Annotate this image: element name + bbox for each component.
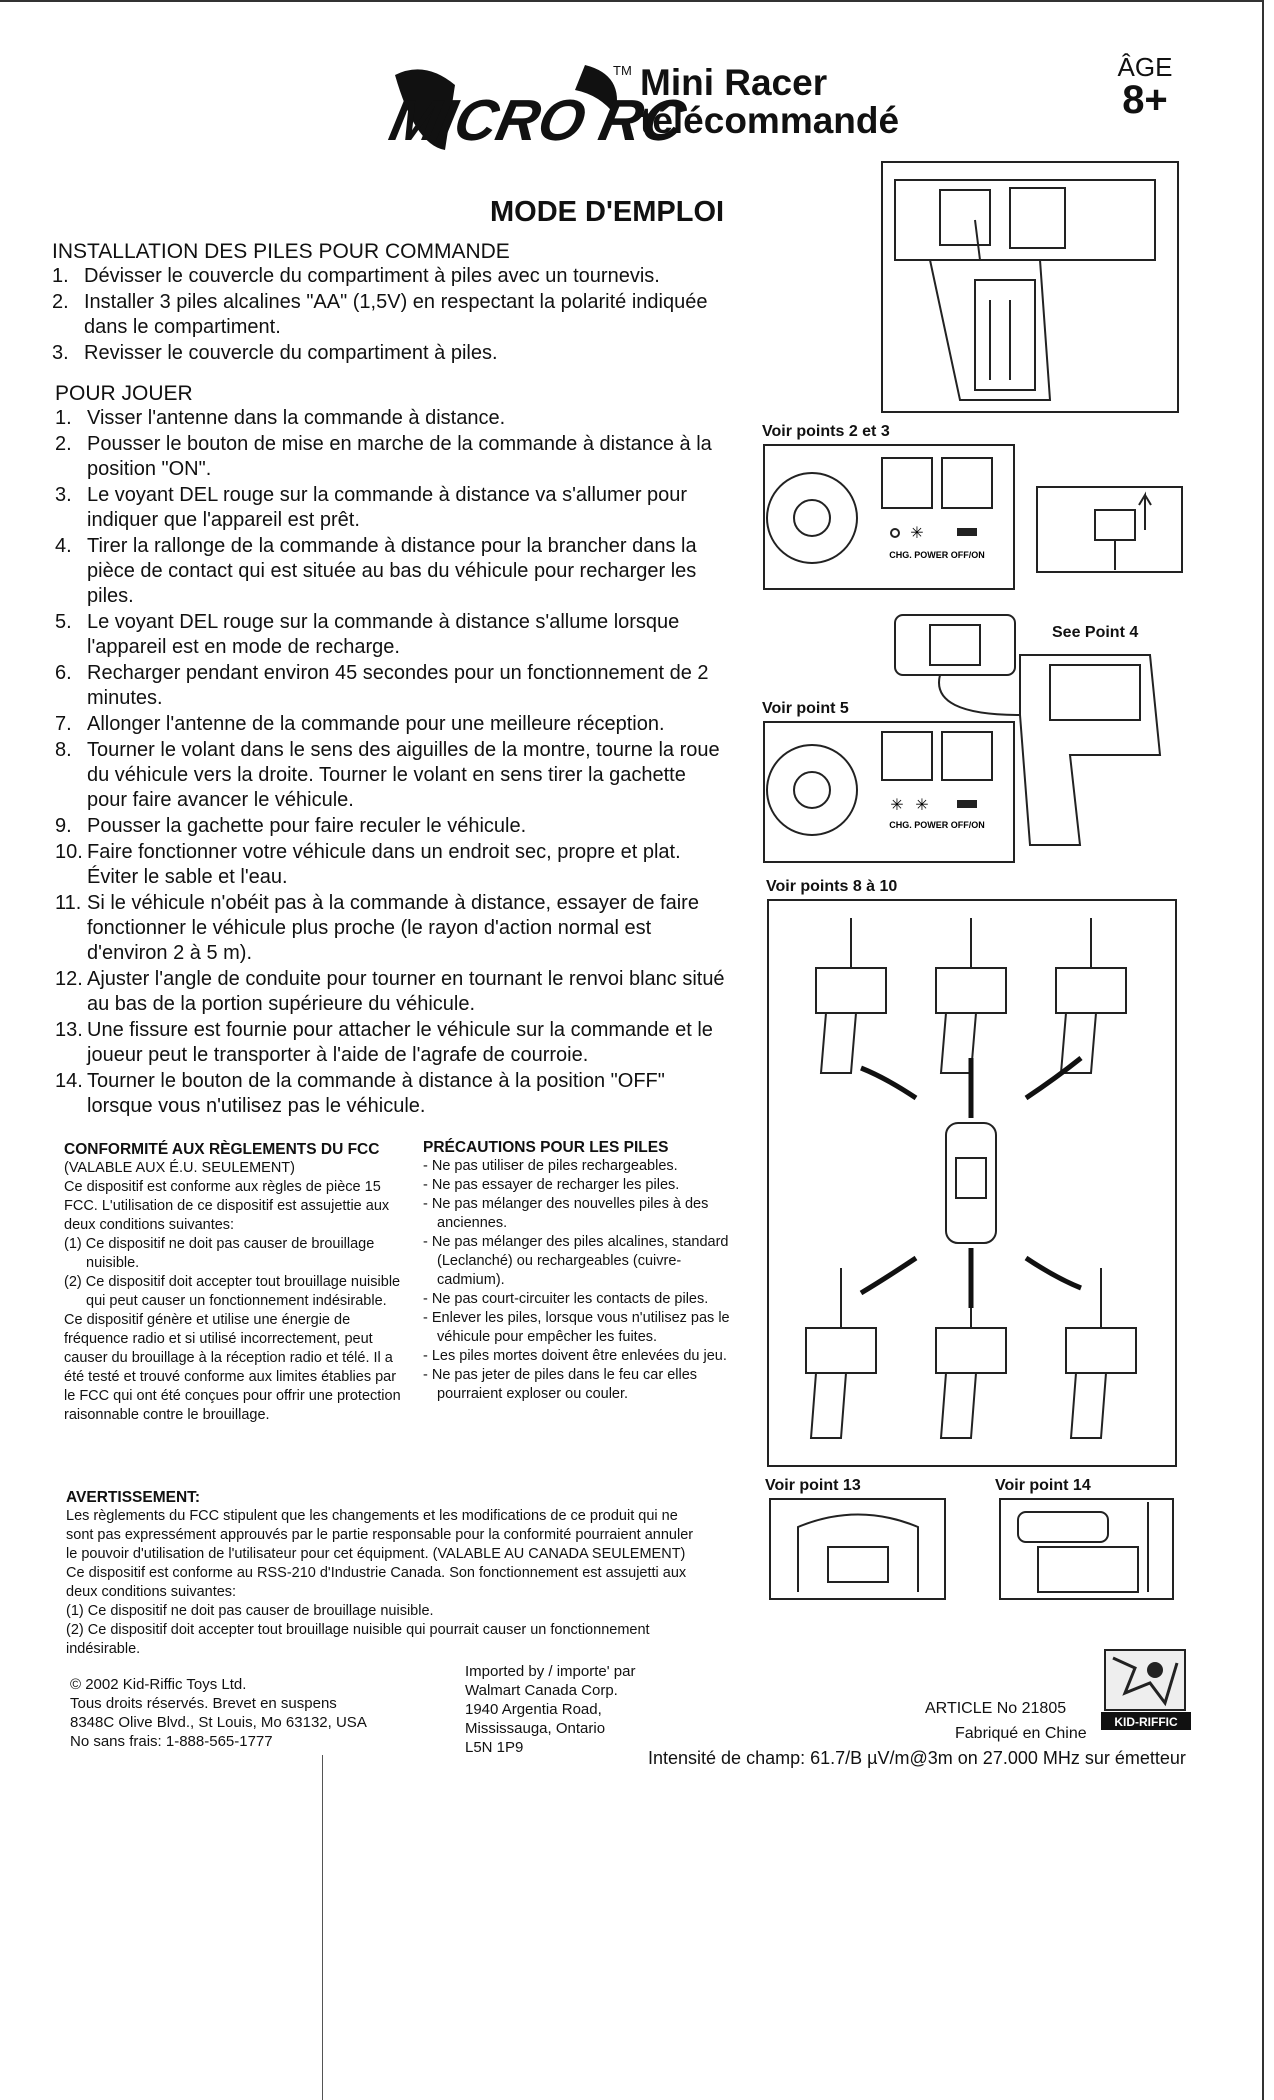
step-text: Revisser le couvercle du compartiment à piles. (84, 342, 498, 364)
precaution-item: - Ne pas utiliser de piles rechargeables. (423, 1158, 678, 1174)
fcc-intro: Ce dispositif est conforme aux règles de pièce 15 FCC. L'utilisation de ce dispositif est assujettie aux deux conditions suivantes: (64, 1179, 390, 1233)
play-step-4 (55, 534, 725, 609)
step-text: Pousser le bouton de mise en marche de la commande à distance à la position "ON". (87, 433, 712, 480)
step-text: Si le véhicule n'obéit pas à la commande à distance, essayer de faire fonctionner le véhicule plus proche (le rayon d'action normal est d'environ 2 à 5 m). (87, 892, 699, 964)
install-section (52, 240, 732, 367)
play-step-8 (55, 738, 725, 813)
precaution-item: - Ne pas mélanger des piles alcalines, standard (Leclanché) ou rechargeables (cuivre-cadmium). (423, 1234, 729, 1288)
figure-clip (768, 1497, 948, 1602)
install-steps (52, 264, 732, 366)
step-text: Visser l'antenne dans la commande à distance. (87, 407, 506, 429)
play-step-6 (55, 661, 725, 711)
play-step-1 (55, 406, 725, 431)
step-number: 2. (52, 291, 69, 313)
label-voir-2-3: Voir points 2 et 3 (762, 423, 890, 440)
kid-riffic-logo (1095, 1648, 1195, 1733)
precautions-heading: PRÉCAUTIONS POUR LES PILES (423, 1139, 669, 1156)
label-voir-5: Voir point 5 (762, 700, 849, 717)
article-number: ARTICLE No 21805 (925, 1700, 1067, 1717)
play-step-2 (55, 432, 725, 482)
address: 8348C Olive Blvd., St Louis, Mo 63132, USA (70, 1714, 367, 1731)
figure-carry (998, 1497, 1176, 1602)
figure-steering-diagram (766, 898, 1178, 1468)
install-step-3 (52, 341, 732, 366)
field-strength: Intensité de champ: 61.7/B µV/m@3m on 27.000 MHz sur émetteur (648, 1748, 1186, 1768)
figure-connector-detail (1035, 485, 1185, 575)
play-step-10 (55, 840, 725, 890)
step-number: 1. (52, 265, 69, 287)
age-label: ÂGE (1117, 52, 1173, 82)
step-text: Pousser la gachette pour faire reculer le véhicule. (87, 815, 527, 837)
importer-line-4: Mississauga, Ontario (465, 1720, 606, 1737)
company-info (70, 1675, 430, 1751)
importer-line-1: Imported by / importe' par (465, 1663, 636, 1680)
step-text: Installer 3 piles alcalines "AA" (1,5V) en respectant la polarité indiquée dans le compartiment. (84, 291, 708, 338)
step-number: 7. (55, 713, 72, 735)
step-number: 8. (55, 739, 72, 761)
precaution-item: - Ne pas mélanger des nouvelles piles à des anciennes. (423, 1196, 709, 1231)
step-number: 3. (52, 342, 69, 364)
mode-title: MODE D'EMPLOI (490, 196, 725, 228)
svg-text:✳: ✳ (910, 525, 924, 542)
step-number: 2. (55, 433, 72, 455)
step-text: Dévisser le couvercle du compartiment à piles avec un tournevis. (84, 265, 660, 287)
install-step-1 (52, 264, 732, 289)
label-voir-14: Voir point 14 (995, 1477, 1091, 1494)
step-text: Faire fonctionner votre véhicule dans un endroit sec, propre et plat. Éviter le sable et l'eau. (87, 841, 681, 888)
kid-riffic-text: KID-RIFFIC (1114, 1715, 1178, 1729)
step-number: 5. (55, 611, 72, 633)
play-step-7 (55, 712, 725, 737)
fcc-body: Ce dispositif génère et utilise une énergie de fréquence radio et si utilisé incorrectement, peut causer du brouillage à la réception radio et télé. Il a été testé et trouvé conforme aux limites établies par le FCC qui ont été conçues pour offrir une protection raisonnable contre le brouillage. (64, 1312, 401, 1423)
precaution-item: - Ne pas essayer de recharger les piles. (423, 1177, 680, 1193)
svg-text:✳: ✳ (915, 797, 929, 814)
title-line-2: télécommandé (640, 100, 900, 141)
page-border-right (1262, 0, 1264, 2100)
copyright: © 2002 Kid-Riffic Toys Ltd. (70, 1676, 247, 1693)
brand-text: MICRO RC (384, 88, 692, 153)
figure-panel-charge (762, 720, 1017, 865)
step-text: Le voyant DEL rouge sur la commande à distance s'allume lorsque l'appareil est en mode de recharge. (87, 611, 680, 658)
step-number: 3. (55, 484, 72, 506)
play-steps (55, 406, 725, 1119)
title-line-1: Mini Racer (640, 62, 828, 103)
precaution-item: - Ne pas jeter de piles dans le feu car elles pourraient exploser ou couler. (423, 1367, 698, 1402)
play-heading: POUR JOUER (55, 382, 193, 405)
step-text: Le voyant DEL rouge sur la commande à distance va s'allumer pour indiquer que l'appareil est prêt. (87, 484, 688, 531)
precaution-item: - Les piles mortes doivent être enlevées du jeu. (423, 1348, 727, 1364)
warning-condition-2: (2) Ce dispositif doit accepter tout brouillage nuisible qui pourrait causer un fonctionnement indésirable. (66, 1622, 650, 1657)
importer-line-5: L5N 1P9 (465, 1739, 524, 1756)
step-number: 9. (55, 815, 72, 837)
warning-body: Les règlements du FCC stipulent que les changements et les modifications de ce produit qui ne sont pas expressément approuvés par le partie responsable pour la conformité pourraient annuler le pouvoir d'utilisation de l'utilisateur pour cet équipment. (VALABLE AU CANADA SEULEMENT) Ce dispositif est conforme au RSS-210 d'Industrie Canada. Son fonctionnement est assujetti aux deux conditions suivantes: (66, 1508, 694, 1600)
precautions-section (423, 1138, 738, 1404)
step-text: Tourner le volant dans le sens des aiguilles de la montre, tourne la roue du véhicule vers la droite. Tourner le volant en sens tirer la gachette pour faire avancer le véhicule. (87, 739, 720, 811)
play-step-13 (55, 1018, 725, 1068)
install-heading: INSTALLATION DES PILES POUR COMMANDE (52, 240, 510, 263)
age-value: 8+ (1122, 78, 1168, 122)
figure-battery-compartment (880, 160, 1180, 415)
step-number: 14. (55, 1070, 83, 1092)
label-see-point-4: See Point 4 (1052, 624, 1139, 641)
step-number: 12. (55, 968, 83, 990)
warning-section (66, 1488, 706, 1659)
svg-text:✳: ✳ (890, 797, 904, 814)
page-border-top (0, 0, 1262, 2)
step-text: Allonger l'antenne de la commande pour une meilleure réception. (87, 713, 665, 735)
play-step-3 (55, 483, 725, 533)
install-step-2 (52, 290, 732, 340)
fold-line (322, 1755, 323, 2100)
step-number: 6. (55, 662, 72, 684)
play-step-14 (55, 1069, 725, 1119)
step-number: 4. (55, 535, 72, 557)
step-text: Tourner le bouton de la commande à distance à la position "OFF" lorsque vous n'utilisez pas le véhicule. (87, 1070, 665, 1117)
precaution-item: - Ne pas court-circuiter les contacts de piles. (423, 1291, 709, 1307)
play-section (55, 382, 725, 1120)
step-number: 10. (55, 841, 83, 863)
step-number: 13. (55, 1019, 83, 1041)
panel-text-2: CHG. POWER OFF/ON (889, 820, 985, 830)
step-text: Tirer la rallonge de la commande à distance pour la brancher dans la pièce de contact qui est située au bas du véhicule pour recharger les piles. (87, 535, 697, 607)
step-number: 1. (55, 407, 72, 429)
fcc-heading: CONFORMITÉ AUX RÈGLEMENTS DU FCC (64, 1141, 380, 1158)
fcc-condition-2: (2) Ce dispositif doit accepter tout brouillage nuisible qui peut causer un fonctionnement indésirable. (64, 1274, 401, 1309)
step-number: 11. (55, 892, 82, 914)
step-text: Une fissure est fournie pour attacher le véhicule sur la commande et le joueur peut le transporter à l'aide de l'agrafe de courroie. (87, 1019, 713, 1066)
precautions-list (423, 1157, 738, 1404)
warning-heading: AVERTISSEMENT: (66, 1489, 201, 1506)
importer-line-3: 1940 Argentia Road, (465, 1701, 602, 1718)
figure-panel-power (762, 443, 1017, 593)
step-text: Recharger pendant environ 45 secondes pour un fonctionnement de 2 minutes. (87, 662, 709, 709)
product-title (640, 64, 899, 140)
panel-text-1: CHG. POWER OFF/ON (889, 550, 985, 560)
fcc-section (64, 1140, 404, 1425)
label-voir-8-10: Voir points 8 à 10 (766, 878, 898, 895)
precaution-item: - Enlever les piles, lorsque vous n'utilisez pas le véhicule pour empêcher les fuites. (423, 1310, 730, 1345)
play-step-12 (55, 967, 725, 1017)
rights: Tous droits réservés. Brevet en suspens (70, 1695, 337, 1712)
step-text: Ajuster l'angle de conduite pour tourner en tournant le renvoi blanc situé au bas de la portion supérieure du véhicule. (87, 968, 725, 1015)
made-in: Fabriqué en Chine (955, 1725, 1087, 1742)
tollfree: No sans frais: 1-888-565-1777 (70, 1733, 273, 1750)
importer-info (465, 1662, 695, 1757)
play-step-9 (55, 814, 725, 839)
importer-line-2: Walmart Canada Corp. (465, 1682, 618, 1699)
play-step-11 (55, 891, 725, 966)
trademark: TM (613, 63, 632, 78)
fcc-sub: (VALABLE AUX É.U. SEULEMENT) (64, 1160, 295, 1176)
play-step-5 (55, 610, 725, 660)
micro-rc-logo (384, 55, 692, 165)
label-voir-13: Voir point 13 (765, 1477, 861, 1494)
fcc-condition-1: (1) Ce dispositif ne doit pas causer de brouillage nuisible. (64, 1236, 375, 1271)
warning-condition-1: (1) Ce dispositif ne doit pas causer de brouillage nuisible. (66, 1603, 434, 1619)
